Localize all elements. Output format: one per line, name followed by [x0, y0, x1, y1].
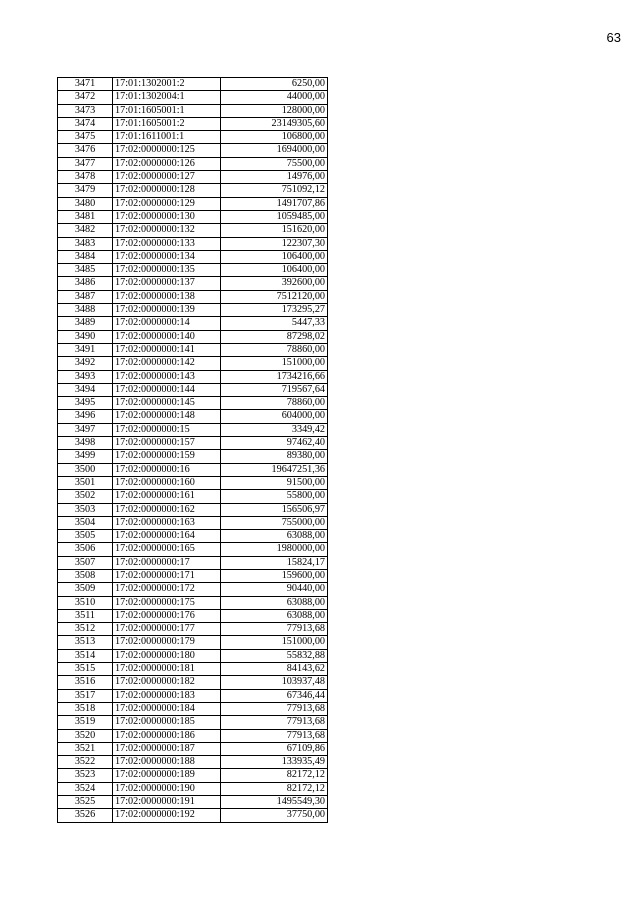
cadastral-number-cell: 17:02:0000000:165: [113, 543, 221, 556]
cadastral-number-cell: 17:02:0000000:141: [113, 343, 221, 356]
row-number-cell: 3503: [58, 503, 113, 516]
value-cell: 1734216,66: [221, 370, 328, 383]
row-number-cell: 3495: [58, 397, 113, 410]
cadastral-number-cell: 17:02:0000000:143: [113, 370, 221, 383]
table-row: [58, 782, 328, 795]
cadastral-number-cell: 17:02:0000000:159: [113, 450, 221, 463]
cadastral-number-cell: 17:01:1605001:1: [113, 104, 221, 117]
cadastral-number-cell: 17:02:0000000:128: [113, 184, 221, 197]
value-cell: 14976,00: [221, 171, 328, 184]
value-cell: 392600,00: [221, 277, 328, 290]
cadastral-number-cell: 17:02:0000000:171: [113, 569, 221, 582]
table-row: [58, 157, 328, 170]
row-number-cell: 3491: [58, 343, 113, 356]
value-cell: 133935,49: [221, 756, 328, 769]
table-row: [58, 383, 328, 396]
table-row: [58, 649, 328, 662]
cadastral-number-cell: 17:02:0000000:14: [113, 317, 221, 330]
value-cell: 97462,40: [221, 437, 328, 450]
value-cell: 1059485,00: [221, 210, 328, 223]
value-cell: 5447,33: [221, 317, 328, 330]
value-cell: 82172,12: [221, 782, 328, 795]
value-cell: 37750,00: [221, 809, 328, 822]
value-cell: 84143,62: [221, 663, 328, 676]
value-cell: 751092,12: [221, 184, 328, 197]
value-cell: 78860,00: [221, 343, 328, 356]
table-row: [58, 796, 328, 809]
table-row: [58, 277, 328, 290]
table-row: [58, 397, 328, 410]
cadastral-number-cell: 17:02:0000000:126: [113, 157, 221, 170]
value-cell: 151000,00: [221, 357, 328, 370]
table-row: [58, 543, 328, 556]
row-number-cell: 3496: [58, 410, 113, 423]
table-row: [58, 264, 328, 277]
table-row: [58, 729, 328, 742]
row-number-cell: 3471: [58, 78, 113, 91]
table-row: [58, 317, 328, 330]
cadastral-number-cell: 17:02:0000000:145: [113, 397, 221, 410]
row-number-cell: 3502: [58, 490, 113, 503]
row-number-cell: 3478: [58, 171, 113, 184]
value-cell: 755000,00: [221, 516, 328, 529]
value-cell: 122307,30: [221, 237, 328, 250]
value-cell: 106400,00: [221, 264, 328, 277]
value-cell: 1491707,86: [221, 197, 328, 210]
table-row: [58, 423, 328, 436]
cadastral-number-cell: 17:02:0000000:129: [113, 197, 221, 210]
table-row: [58, 437, 328, 450]
cadastral-number-cell: 17:02:0000000:133: [113, 237, 221, 250]
cadastral-number-cell: 17:02:0000000:184: [113, 702, 221, 715]
value-cell: 128000,00: [221, 104, 328, 117]
cadastral-number-cell: 17:02:0000000:176: [113, 609, 221, 622]
table-row: [58, 117, 328, 130]
row-number-cell: 3525: [58, 796, 113, 809]
table-row: [58, 702, 328, 715]
row-number-cell: 3493: [58, 370, 113, 383]
table-row: [58, 583, 328, 596]
table-row: [58, 304, 328, 317]
table-row: [58, 503, 328, 516]
cadastral-number-cell: 17:02:0000000:187: [113, 742, 221, 755]
row-number-cell: 3518: [58, 702, 113, 715]
value-cell: 6250,00: [221, 78, 328, 91]
table-row: [58, 663, 328, 676]
cadastral-number-cell: 17:02:0000000:186: [113, 729, 221, 742]
row-number-cell: 3472: [58, 91, 113, 104]
table-row: [58, 490, 328, 503]
value-cell: 106800,00: [221, 131, 328, 144]
row-number-cell: 3475: [58, 131, 113, 144]
cadastral-number-cell: 17:02:0000000:172: [113, 583, 221, 596]
cadastral-number-cell: 17:02:0000000:163: [113, 516, 221, 529]
row-number-cell: 3499: [58, 450, 113, 463]
value-cell: 7512120,00: [221, 290, 328, 303]
row-number-cell: 3515: [58, 663, 113, 676]
row-number-cell: 3476: [58, 144, 113, 157]
cadastral-number-cell: 17:02:0000000:127: [113, 171, 221, 184]
row-number-cell: 3520: [58, 729, 113, 742]
value-cell: 1694000,00: [221, 144, 328, 157]
cadastral-number-cell: 17:01:1302004:1: [113, 91, 221, 104]
row-number-cell: 3508: [58, 569, 113, 582]
cadastral-number-cell: 17:02:0000000:189: [113, 769, 221, 782]
row-number-cell: 3511: [58, 609, 113, 622]
value-cell: 87298,02: [221, 330, 328, 343]
cadastral-number-cell: 17:02:0000000:138: [113, 290, 221, 303]
cadastral-number-cell: 17:01:1605001:2: [113, 117, 221, 130]
value-cell: 3349,42: [221, 423, 328, 436]
row-number-cell: 3521: [58, 742, 113, 755]
cadastral-number-cell: 17:02:0000000:134: [113, 250, 221, 263]
row-number-cell: 3490: [58, 330, 113, 343]
table-row: [58, 742, 328, 755]
table-row: [58, 78, 328, 91]
value-cell: 77913,68: [221, 729, 328, 742]
cadastral-number-cell: 17:02:0000000:157: [113, 437, 221, 450]
table-row: [58, 556, 328, 569]
value-cell: 90440,00: [221, 583, 328, 596]
cadastral-number-cell: 17:02:0000000:191: [113, 796, 221, 809]
value-cell: 173295,27: [221, 304, 328, 317]
cadastral-number-cell: 17:02:0000000:181: [113, 663, 221, 676]
table-row: [58, 210, 328, 223]
cadastral-number-cell: 17:01:1611001:1: [113, 131, 221, 144]
value-cell: 1495549,30: [221, 796, 328, 809]
row-number-cell: 3506: [58, 543, 113, 556]
value-cell: 15824,17: [221, 556, 328, 569]
cadastral-number-cell: 17:02:0000000:139: [113, 304, 221, 317]
cadastral-number-cell: 17:02:0000000:161: [113, 490, 221, 503]
table-row: [58, 104, 328, 117]
cadastral-number-cell: 17:02:0000000:180: [113, 649, 221, 662]
value-cell: 63088,00: [221, 596, 328, 609]
value-cell: 151620,00: [221, 224, 328, 237]
row-number-cell: 3479: [58, 184, 113, 197]
table-row: [58, 343, 328, 356]
value-cell: 55832,88: [221, 649, 328, 662]
row-number-cell: 3513: [58, 636, 113, 649]
row-number-cell: 3522: [58, 756, 113, 769]
value-cell: 719567,64: [221, 383, 328, 396]
value-cell: 78860,00: [221, 397, 328, 410]
row-number-cell: 3505: [58, 530, 113, 543]
row-number-cell: 3510: [58, 596, 113, 609]
value-cell: 19647251,36: [221, 463, 328, 476]
cadastral-number-cell: 17:02:0000000:190: [113, 782, 221, 795]
value-cell: 75500,00: [221, 157, 328, 170]
row-number-cell: 3473: [58, 104, 113, 117]
row-number-cell: 3494: [58, 383, 113, 396]
row-number-cell: 3498: [58, 437, 113, 450]
cadastral-number-cell: 17:02:0000000:132: [113, 224, 221, 237]
table-row: [58, 609, 328, 622]
row-number-cell: 3486: [58, 277, 113, 290]
row-number-cell: 3487: [58, 290, 113, 303]
cadastral-number-cell: 17:02:0000000:182: [113, 676, 221, 689]
table-row: [58, 224, 328, 237]
table-row: [58, 689, 328, 702]
cadastral-number-cell: 17:02:0000000:15: [113, 423, 221, 436]
cadastral-number-cell: 17:02:0000000:130: [113, 210, 221, 223]
row-number-cell: 3483: [58, 237, 113, 250]
table-row: [58, 370, 328, 383]
value-cell: 604000,00: [221, 410, 328, 423]
table-row: [58, 636, 328, 649]
table-row: [58, 769, 328, 782]
cadastral-number-cell: 17:02:0000000:17: [113, 556, 221, 569]
cadastral-number-cell: 17:02:0000000:179: [113, 636, 221, 649]
row-number-cell: 3524: [58, 782, 113, 795]
row-number-cell: 3492: [58, 357, 113, 370]
row-number-cell: 3480: [58, 197, 113, 210]
value-cell: 106400,00: [221, 250, 328, 263]
cadastral-number-cell: 17:02:0000000:183: [113, 689, 221, 702]
cadastral-number-cell: 17:01:1302001:2: [113, 78, 221, 91]
table-row: [58, 450, 328, 463]
row-number-cell: 3519: [58, 716, 113, 729]
row-number-cell: 3497: [58, 423, 113, 436]
table-row: [58, 756, 328, 769]
table-row: [58, 463, 328, 476]
cadastral-number-cell: 17:02:0000000:125: [113, 144, 221, 157]
table-row: [58, 476, 328, 489]
value-cell: 77913,68: [221, 702, 328, 715]
value-cell: 91500,00: [221, 476, 328, 489]
table-row: [58, 530, 328, 543]
row-number-cell: 3489: [58, 317, 113, 330]
table-row: [58, 250, 328, 263]
value-cell: 63088,00: [221, 609, 328, 622]
value-cell: 1980000,00: [221, 543, 328, 556]
value-cell: 67109,86: [221, 742, 328, 755]
table-row: [58, 131, 328, 144]
value-cell: 77913,68: [221, 716, 328, 729]
row-number-cell: 3481: [58, 210, 113, 223]
table-row: [58, 410, 328, 423]
cadastral-number-cell: 17:02:0000000:140: [113, 330, 221, 343]
value-cell: 103937,48: [221, 676, 328, 689]
value-cell: 23149305,60: [221, 117, 328, 130]
cadastral-number-cell: 17:02:0000000:137: [113, 277, 221, 290]
row-number-cell: 3477: [58, 157, 113, 170]
row-number-cell: 3516: [58, 676, 113, 689]
row-number-cell: 3504: [58, 516, 113, 529]
row-number-cell: 3526: [58, 809, 113, 822]
row-number-cell: 3474: [58, 117, 113, 130]
table-row: [58, 569, 328, 582]
table-row: [58, 330, 328, 343]
row-number-cell: 3512: [58, 623, 113, 636]
table-row: [58, 716, 328, 729]
row-number-cell: 3485: [58, 264, 113, 277]
row-number-cell: 3507: [58, 556, 113, 569]
cadastral-number-cell: 17:02:0000000:164: [113, 530, 221, 543]
table-row: [58, 676, 328, 689]
table-row: [58, 290, 328, 303]
cadastral-number-cell: 17:02:0000000:142: [113, 357, 221, 370]
row-number-cell: 3523: [58, 769, 113, 782]
table-row: [58, 171, 328, 184]
value-cell: 77913,68: [221, 623, 328, 636]
value-cell: 89380,00: [221, 450, 328, 463]
cadastral-number-cell: 17:02:0000000:192: [113, 809, 221, 822]
data-table: [57, 77, 328, 823]
value-cell: 55800,00: [221, 490, 328, 503]
table-row: [58, 516, 328, 529]
row-number-cell: 3500: [58, 463, 113, 476]
value-cell: 151000,00: [221, 636, 328, 649]
table-row: [58, 596, 328, 609]
cadastral-number-cell: 17:02:0000000:177: [113, 623, 221, 636]
table-body: [58, 78, 328, 823]
cadastral-number-cell: 17:02:0000000:160: [113, 476, 221, 489]
value-cell: 67346,44: [221, 689, 328, 702]
row-number-cell: 3509: [58, 583, 113, 596]
table-row: [58, 809, 328, 822]
value-cell: 82172,12: [221, 769, 328, 782]
row-number-cell: 3501: [58, 476, 113, 489]
table-row: [58, 91, 328, 104]
cadastral-number-cell: 17:02:0000000:16: [113, 463, 221, 476]
cadastral-number-cell: 17:02:0000000:188: [113, 756, 221, 769]
table-row: [58, 197, 328, 210]
row-number-cell: 3517: [58, 689, 113, 702]
row-number-cell: 3482: [58, 224, 113, 237]
table-row: [58, 623, 328, 636]
row-number-cell: 3514: [58, 649, 113, 662]
table-row: [58, 184, 328, 197]
table-row: [58, 357, 328, 370]
page-number: 63: [606, 30, 621, 45]
table-row: [58, 237, 328, 250]
cadastral-number-cell: 17:02:0000000:162: [113, 503, 221, 516]
table-row: [58, 144, 328, 157]
value-cell: 63088,00: [221, 530, 328, 543]
row-number-cell: 3484: [58, 250, 113, 263]
row-number-cell: 3488: [58, 304, 113, 317]
cadastral-number-cell: 17:02:0000000:144: [113, 383, 221, 396]
value-cell: 159600,00: [221, 569, 328, 582]
cadastral-number-cell: 17:02:0000000:185: [113, 716, 221, 729]
cadastral-number-cell: 17:02:0000000:175: [113, 596, 221, 609]
cadastral-number-cell: 17:02:0000000:135: [113, 264, 221, 277]
cadastral-number-cell: 17:02:0000000:148: [113, 410, 221, 423]
value-cell: 156506,97: [221, 503, 328, 516]
value-cell: 44000,00: [221, 91, 328, 104]
